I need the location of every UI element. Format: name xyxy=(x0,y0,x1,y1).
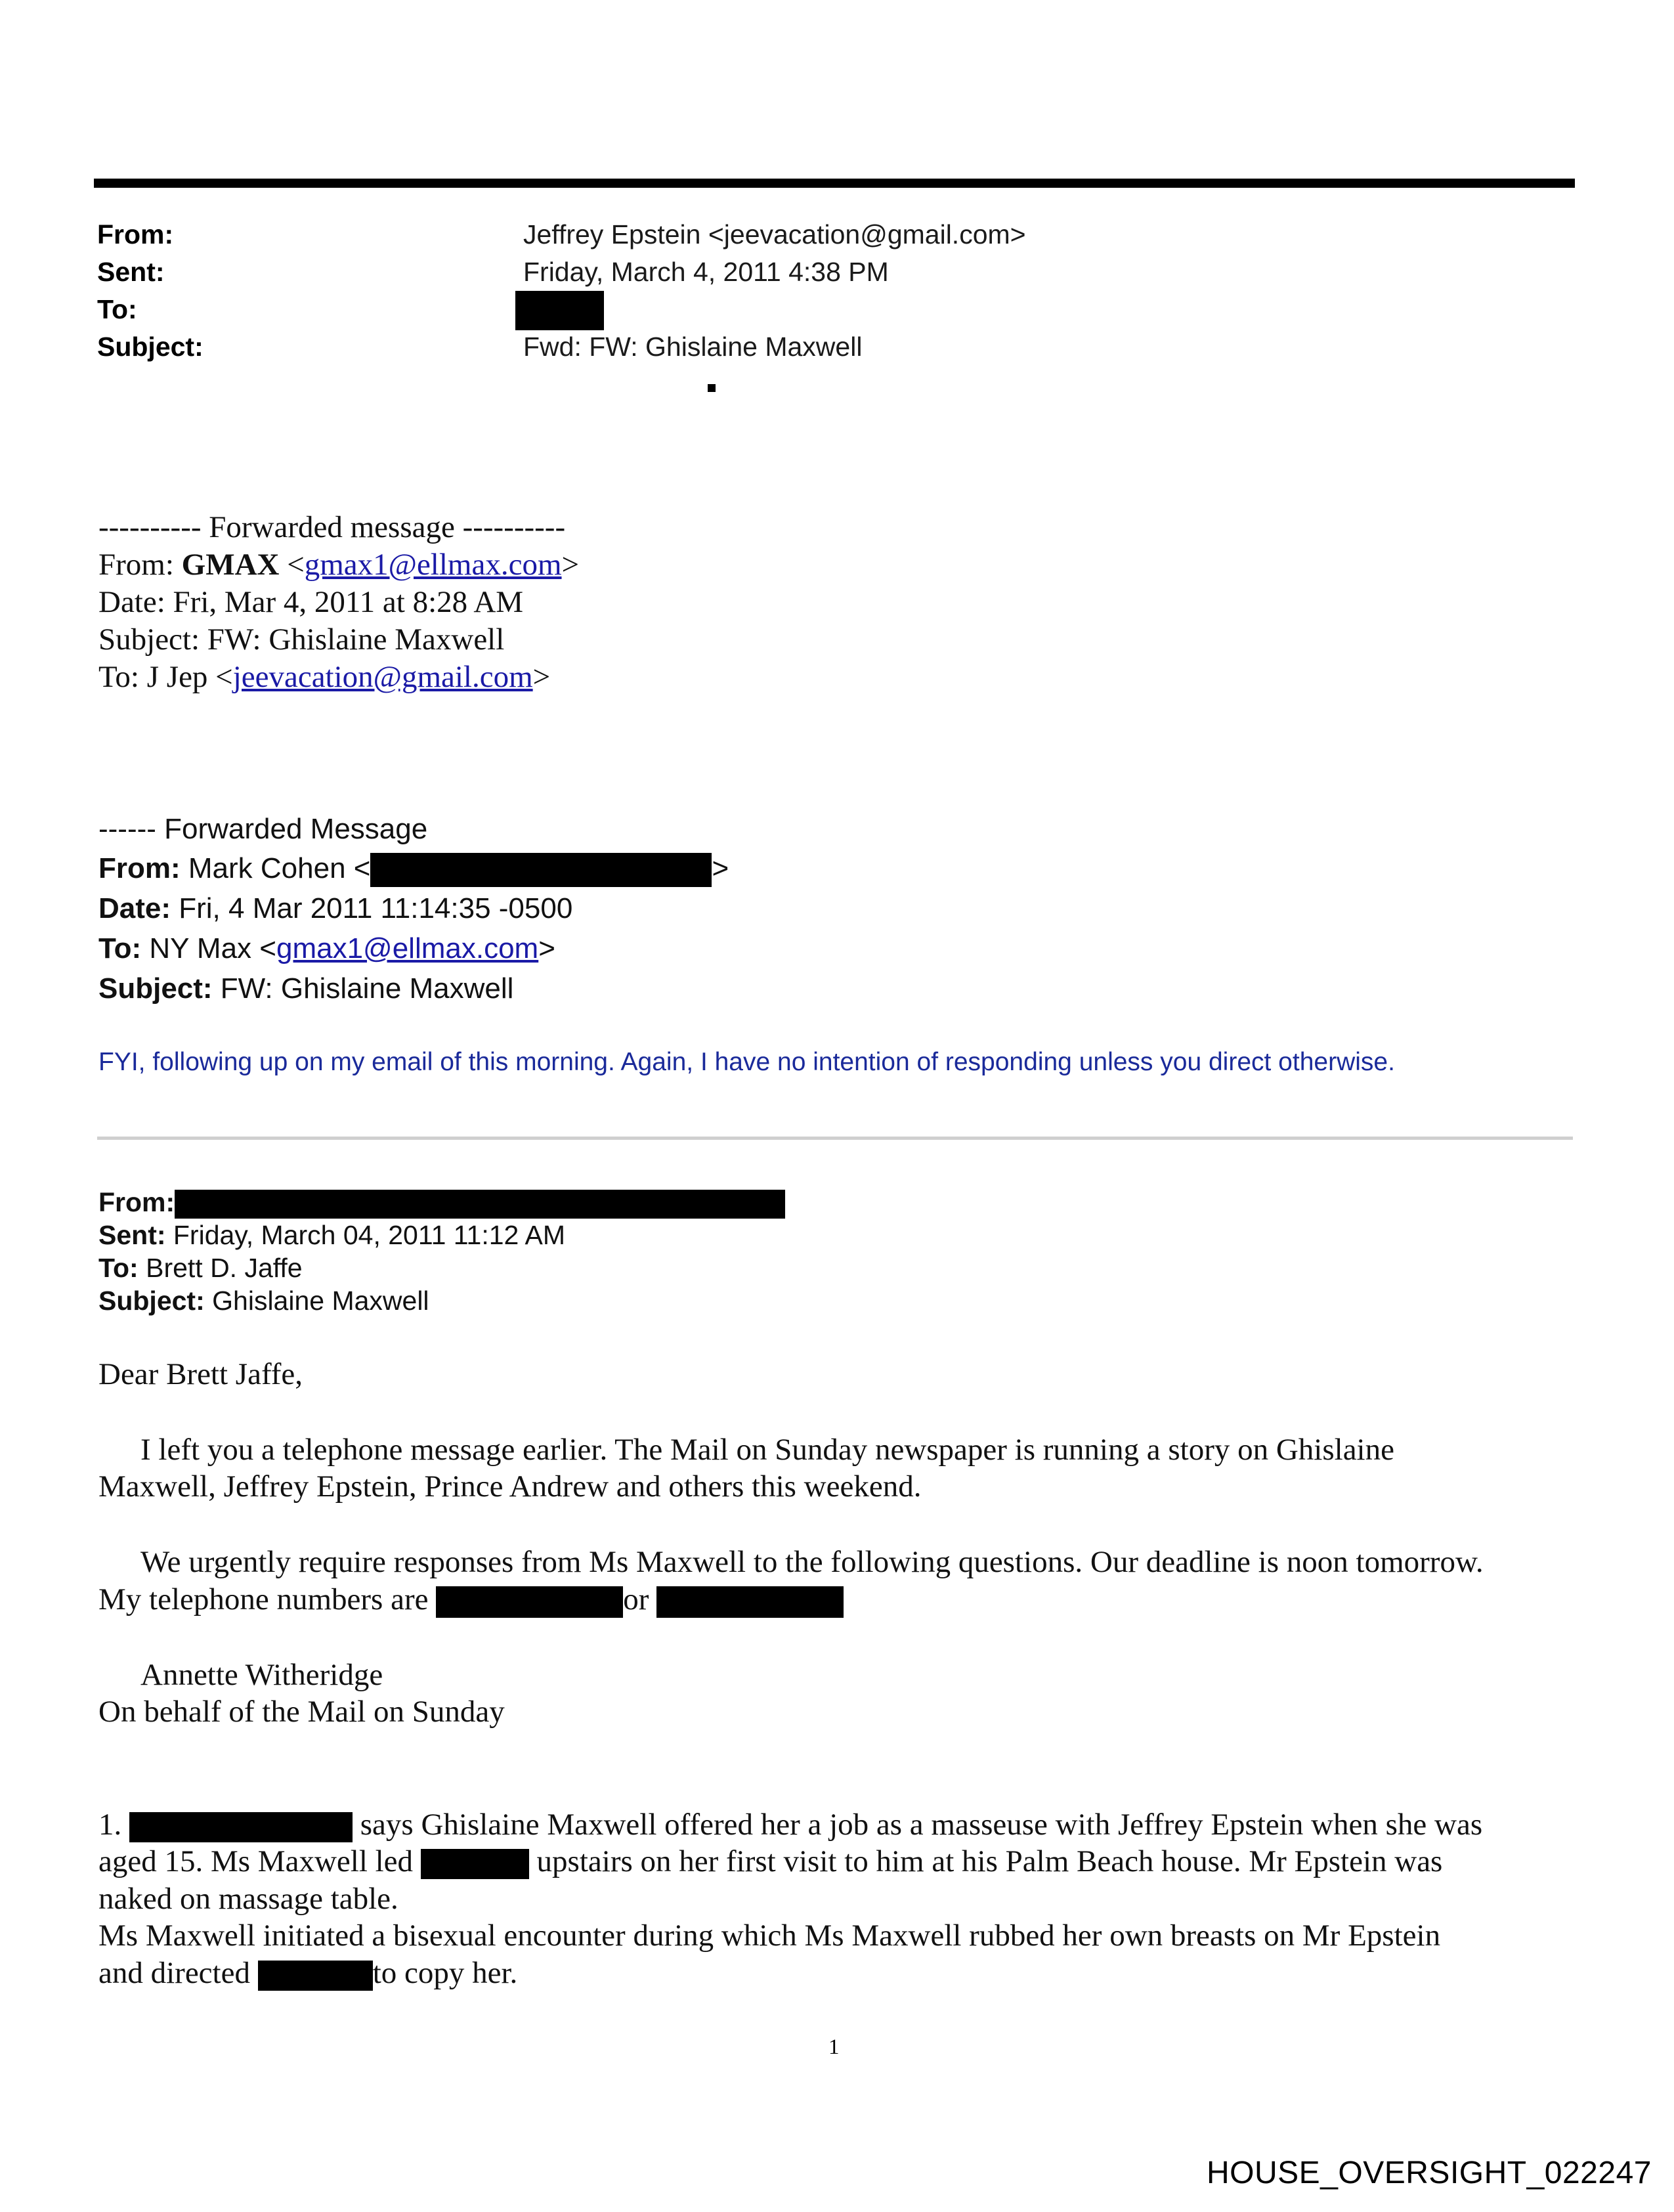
forward2-from: From: Mark Cohen < > xyxy=(98,852,729,887)
question1-line2: aged 15. Ms Maxwell led upstairs on her first visit to him at his Palm Beach house. Mr Epstein was xyxy=(98,1844,1443,1878)
from-label: From: xyxy=(97,219,174,249)
forward1-to: To: J Jep <jeevacation@gmail.com> xyxy=(98,660,551,694)
greeting: Dear Brett Jaffe, xyxy=(98,1357,303,1391)
to-label: To: xyxy=(97,294,137,324)
header-rule xyxy=(94,179,1575,188)
forward2-to-email-link[interactable]: gmax1@ellmax.com xyxy=(276,932,539,965)
paragraph2-line2: My telephone numbers are or xyxy=(98,1582,844,1618)
redaction-name-3 xyxy=(258,1961,373,1991)
forward1-subject: Subject: FW: Ghislaine Maxwell xyxy=(98,622,505,657)
page-number: 1 xyxy=(828,2035,840,2059)
subject-label: Subject: xyxy=(97,332,204,362)
paragraph1-line1: I left you a telephone message earlier. The Mail on Sunday newspaper is running a story on Ghislaine xyxy=(140,1433,1394,1467)
question1-line4: Ms Maxwell initiated a bisexual encounter during which Ms Maxwell rubbed her own breasts on Mr Epstein xyxy=(98,1919,1441,1953)
redaction-name-2 xyxy=(421,1849,529,1879)
original-from: From: xyxy=(98,1187,785,1219)
stray-mark xyxy=(708,384,716,392)
forward2-date: Date: Fri, 4 Mar 2011 11:14:35 -0500 xyxy=(98,892,573,924)
forward2-to: To: NY Max <gmax1@ellmax.com> xyxy=(98,932,555,965)
forward2-subject: Subject: FW: Ghislaine Maxwell xyxy=(98,972,514,1005)
paragraph1-line2: Maxwell, Jeffrey Epstein, Prince Andrew and others this weekend. xyxy=(98,1469,922,1504)
sent-value: Friday, March 4, 2011 4:38 PM xyxy=(523,257,889,287)
redaction-phone-2 xyxy=(656,1586,844,1618)
question1-line3: naked on massage table. xyxy=(98,1882,398,1916)
question1-line5: and directed to copy her. xyxy=(98,1956,518,1990)
forward2-separator: ------ Forwarded Message xyxy=(98,813,428,845)
redaction-name-1 xyxy=(129,1812,353,1842)
bates-number: HOUSE_OVERSIGHT_022247 xyxy=(1207,2156,1652,2190)
forward1-from: From: GMAX <gmax1@ellmax.com> xyxy=(98,548,580,582)
subject-value: Fwd: FW: Ghislaine Maxwell xyxy=(523,332,863,362)
redaction-cohen-email xyxy=(370,853,712,887)
redaction-original-sender xyxy=(175,1190,785,1219)
original-subject: Subject: Ghislaine Maxwell xyxy=(98,1286,429,1316)
forward1-from-email-link[interactable]: gmax1@ellmax.com xyxy=(304,548,562,582)
original-to: To: Brett D. Jaffe xyxy=(98,1253,303,1283)
separator-rule xyxy=(97,1137,1573,1140)
forward1-separator: ---------- Forwarded message ---------- xyxy=(98,510,566,544)
signature-name: Annette Witheridge xyxy=(140,1658,383,1692)
forward1-to-email-link[interactable]: jeevacation@gmail.com xyxy=(232,660,533,694)
sent-label: Sent: xyxy=(97,257,165,287)
forward1-date: Date: Fri, Mar 4, 2011 at 8:28 AM xyxy=(98,585,524,619)
signature-org: On behalf of the Mail on Sunday xyxy=(98,1695,505,1729)
fyi-note: FYI, following up on my email of this morning. Again, I have no intention of responding unless you direct otherwise. xyxy=(98,1048,1395,1076)
paragraph2-line1: We urgently require responses from Ms Maxwell to the following questions. Our deadline is noon tomorrow. xyxy=(140,1545,1484,1579)
original-sent: Sent: Friday, March 04, 2011 11:12 AM xyxy=(98,1220,565,1250)
from-value: Jeffrey Epstein <jeevacation@gmail.com> xyxy=(523,219,1026,249)
question1-line1: 1. says Ghislaine Maxwell offered her a job as a masseuse with Jeffrey Epstein when she was xyxy=(98,1808,1483,1842)
redaction-to xyxy=(515,291,604,330)
redaction-phone-1 xyxy=(436,1586,623,1618)
